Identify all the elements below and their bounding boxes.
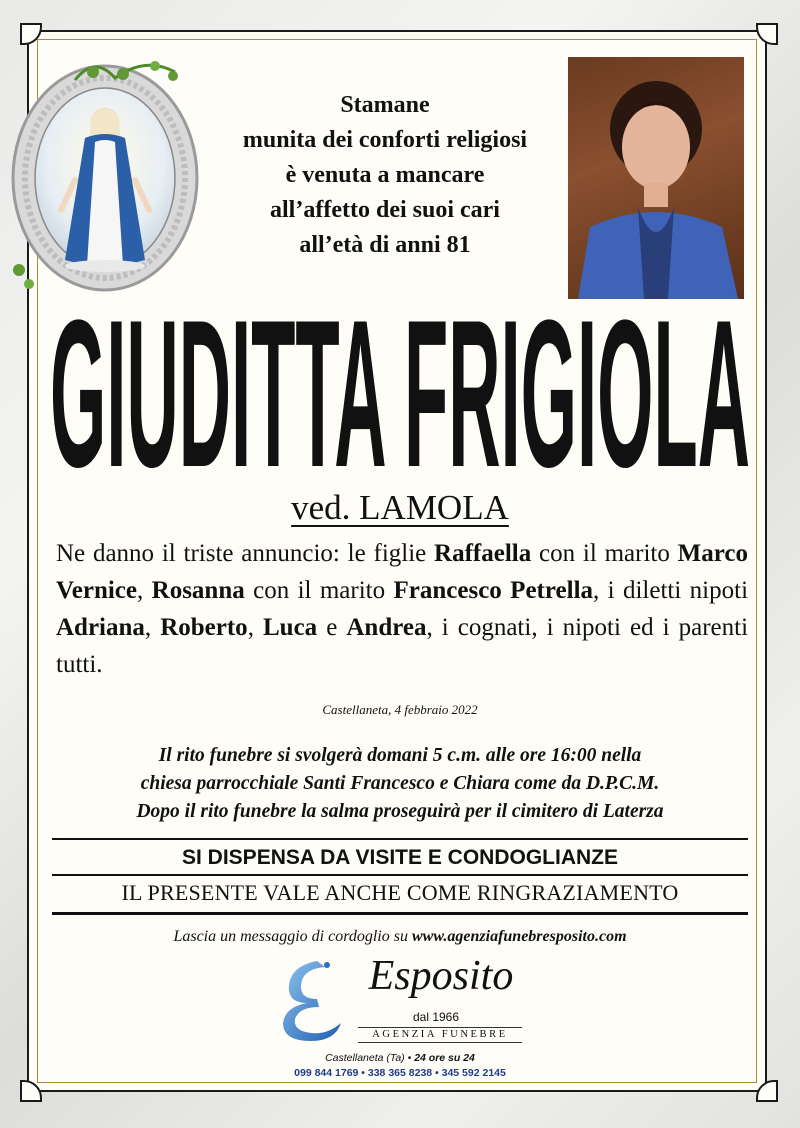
divider — [52, 912, 748, 915]
agency-hours: 24 ore su 24 — [414, 1052, 475, 1064]
agency-address — [0, 1052, 800, 1064]
relative-name: Francesco Petrella — [393, 577, 594, 604]
intro-line: all’età di anni 81 — [299, 232, 471, 258]
relative-name: Roberto — [160, 614, 248, 641]
website-link[interactable]: www.agenziafunebresposito.com — [411, 928, 627, 945]
deceased-name-text: GIUDITTA FRIGIOLA — [50, 298, 750, 488]
announce-text: Ne danno il triste annuncio: le figlie — [56, 540, 435, 567]
intro-line: Stamane — [340, 92, 430, 118]
announcement-text — [56, 535, 748, 683]
announce-text: , i diletti nipoti — [593, 577, 749, 604]
portrait-photo — [568, 57, 744, 299]
message-text: Lascia un messaggio di cordoglio su — [173, 928, 412, 945]
relative-name: Marco Vernice — [56, 540, 748, 604]
funeral-details — [40, 742, 760, 826]
agency-type: AGENZIA FUNEBRE — [358, 1027, 522, 1043]
deceased-name — [40, 298, 760, 488]
funeral-line: Il rito funebre si svolgerà domani 5 c.m. alle ore 16:00 nella — [158, 745, 642, 766]
announce-text: , — [144, 614, 161, 641]
announce-text: con il marito — [244, 577, 394, 604]
relative-name: Adriana — [56, 614, 145, 641]
agency-city: Castellaneta (Ta) — [325, 1052, 405, 1064]
portrait-illustration — [568, 57, 744, 299]
divider — [52, 838, 748, 840]
announce-text: , — [137, 577, 152, 604]
no-visits-notice: SI DISPENSA DA VISITE E CONDOGLIANZE — [182, 846, 618, 869]
intro-line: munita dei conforti religiosi — [242, 127, 528, 153]
place-date: Castellaneta, 4 febbraio 2022 — [322, 702, 478, 717]
condolence-message — [0, 928, 800, 946]
esposito-logo-mark — [277, 957, 347, 1043]
agency-brand-name: Esposito — [368, 953, 514, 999]
funeral-line: chiesa parrocchiale Santi Francesco e Chiara come da D.P.C.M. — [140, 773, 660, 794]
agency-phones: 099 844 1769 • 338 365 8238 • 345 592 2145 — [294, 1067, 506, 1079]
announce-text: con il marito — [531, 540, 678, 567]
announce-text: , i cognati, i nipoti ed i parenti tutti. — [56, 614, 749, 678]
relative-name: Rosanna — [151, 577, 245, 604]
announce-text: e — [317, 614, 347, 641]
announce-text: , — [247, 614, 263, 641]
relative-name: Raffaella — [434, 540, 532, 567]
relative-name: Luca — [262, 614, 318, 641]
thanks-notice: IL PRESENTE VALE ANCHE COME RINGRAZIAMENTO — [121, 880, 679, 905]
madonna-image — [5, 60, 205, 296]
separator: • — [404, 1052, 415, 1064]
intro-text — [215, 88, 555, 263]
agency-since: dal 1966 — [412, 1010, 460, 1024]
intro-line: è venuta a mancare — [285, 162, 485, 188]
funeral-line: Dopo il rito funebre la salma proseguirà per il cimitero di Laterza — [136, 801, 664, 822]
intro-line: all’affetto dei suoi cari — [270, 197, 500, 223]
relative-name: Andrea — [346, 614, 427, 641]
divider — [52, 874, 748, 876]
widow-of: ved. LAMOLA — [291, 488, 509, 527]
